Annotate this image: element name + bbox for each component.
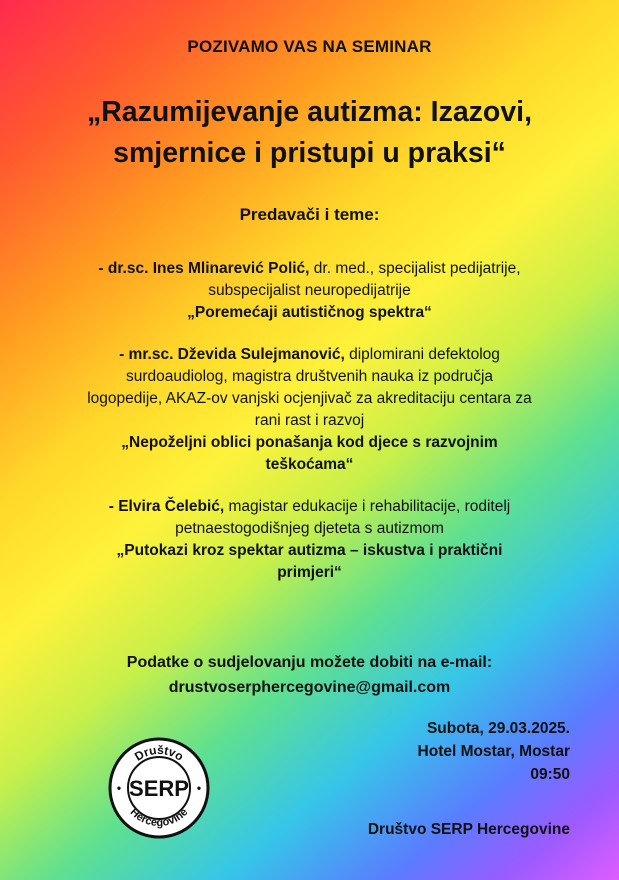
speaker-2-details-4: rani rast i razvoj	[254, 412, 365, 429]
event-venue: Hotel Mostar, Mostar	[417, 743, 570, 760]
logo-dot-left: •	[116, 781, 122, 795]
organizer-name: Društvo SERP Hercegovine	[367, 821, 570, 838]
invitation-heading: POZIVAMO VAS NA SEMINAR	[187, 37, 432, 56]
speaker-3-details-2: petnaestogodišnjeg djeteta s autizmom	[175, 520, 444, 537]
seminar-title-line-2: smjernice i pristupi u praksi“	[113, 137, 506, 169]
event-details	[418, 717, 570, 786]
speaker-2	[0, 344, 619, 476]
speaker-3-topic-1: „Putokazi kroz spektar autizma – iskustva i praktični	[116, 542, 503, 559]
speaker-3-details-1: magistar edukacije i rehabilitacije, roditelj	[224, 498, 511, 515]
logo-top-text: Društvo	[132, 742, 187, 764]
event-time: 09:50	[530, 766, 570, 783]
speakers-heading: Predavači i teme:	[239, 205, 380, 224]
seminar-title-line-1: „Razumijevanje autizma: Izazovi,	[86, 96, 533, 128]
contact-info	[0, 650, 619, 700]
logo-center-text: SERP	[129, 776, 189, 801]
speaker-2-details-3: logopedije, AKAZ-ov vanjski ocjenjivač za akreditaciju centara za	[87, 390, 532, 407]
contact-email[interactable]: drustvoserphercegovine@gmail.com	[168, 679, 451, 696]
logo-dot-right: •	[196, 781, 202, 795]
serp-logo	[108, 737, 210, 839]
speaker-1-topic: „Poremećaji autističnog spektra“	[187, 304, 432, 321]
speaker-3	[0, 496, 619, 584]
speaker-2-topic-2: teškoćama“	[265, 456, 354, 473]
speaker-3-topic-2: primjeri“	[277, 564, 342, 581]
speaker-2-details-1: diplomirani defektolog	[344, 346, 500, 363]
speakers-list	[0, 258, 619, 604]
logo-bottom-text: Hercegovine	[127, 806, 191, 830]
speaker-1-name: - dr.sc. Ines Mlinarević Polić,	[98, 260, 310, 277]
speaker-2-name: - mr.sc. Dževida Sulejmanović,	[119, 346, 345, 363]
seminar-title	[0, 92, 619, 174]
speaker-1-details-1: dr. med., specijalist pedijatrije,	[309, 260, 521, 277]
contact-text: Podatke o sudjelovanju možete dobiti na e-mail:	[126, 654, 493, 671]
speaker-2-topic-1: „Nepoželjni oblici ponašanja kod djece s razvojnim	[121, 434, 498, 451]
event-date: Subota, 29.03.2025.	[426, 720, 570, 737]
speaker-1-details-2: subspecijalist neuropedijatrije	[208, 282, 411, 299]
speaker-3-name: - Elvira Čelebić,	[108, 498, 225, 515]
speaker-1	[0, 258, 619, 324]
speaker-2-details-2: surdoaudiolog, magistra društvenih nauka iz područja	[125, 368, 494, 385]
